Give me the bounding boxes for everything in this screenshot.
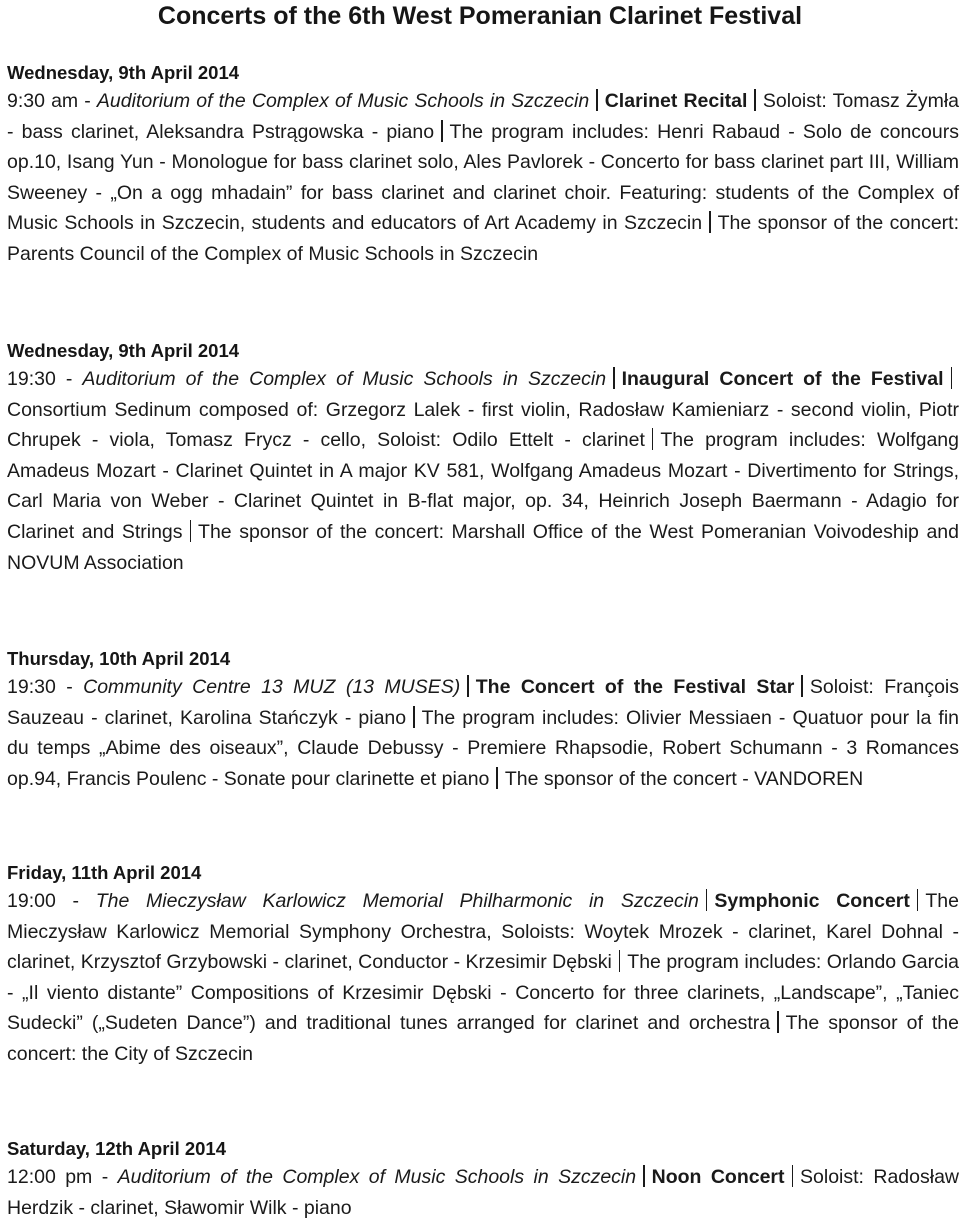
event-program: The program includes: Wolfgang Amadeus Mozart - Clarinet Quintet in A major KV 581, Wolfgang Amadeus Mozart - Divertimento for Strings, Carl Maria von Weber - Clarinet Quintet in B-flat major, op. 34, Heinrich Joseph Baermann - Adagio for Clarinet and Strings bbox=[7, 429, 959, 543]
event-entry bbox=[7, 648, 959, 794]
event-time: 19:00 - bbox=[7, 890, 96, 912]
event-time: 19:30 - bbox=[7, 676, 84, 698]
separator-bar bbox=[777, 1011, 779, 1033]
event-details bbox=[7, 1162, 959, 1223]
event-performers: Soloist: François Sauzeau - clarinet, Karolina Stańczyk - piano bbox=[7, 676, 960, 729]
event-concert-name: Noon Concert bbox=[651, 1166, 785, 1188]
separator-bar bbox=[706, 889, 708, 911]
separator-bar bbox=[467, 675, 469, 697]
event-concert-name: Symphonic Concert bbox=[714, 890, 910, 912]
event-venue: Auditorium of the Complex of Music Schools in Szczecin bbox=[82, 368, 607, 390]
event-venue: Auditorium of the Complex of Music Schools in Szczecin bbox=[96, 90, 590, 112]
separator-bar bbox=[613, 367, 615, 389]
event-date: Saturday, 12th April 2014 bbox=[7, 1138, 227, 1159]
event-entry bbox=[7, 1138, 959, 1223]
event-details bbox=[7, 672, 959, 794]
event-program: The program includes: Henri Rabaud - Solo de concours op.10, Isang Yun - Monologue for bass clarinet solo, Ales Pavlorek - Concerto for bass clarinet part III, William Sweeney - „On a ogg mhadain” for bass clarinet and clarinet choir. Featuring: students of the Complex of Music Schools in Szczecin, students and educators of Art Academy in Szczecin bbox=[7, 120, 959, 235]
separator-bar bbox=[792, 1165, 794, 1187]
event-details bbox=[7, 364, 959, 578]
separator-bar bbox=[596, 89, 598, 111]
event-venue: Community Centre 13 MUZ (13 MUSES) bbox=[83, 676, 461, 698]
event-program: The program includes: Olivier Messiaen - Quatuor pour la fin du temps „Abime des oiseaux”, Claude Debussy - Premiere Rhapsodie, Robert Schumann - 3 Romances op.94, Francis Poulenc - Sonate pour clarinette et piano bbox=[7, 706, 960, 790]
event-program: The program includes: Orlando Garcia - „Il viento distante” Compositions of Krzesimir Dębski - Concerto for three clarinets, „Landscape”, „Taniec Sudecki” („Sudeten Dance”) and traditional tunes arranged for clarinet and orchestra bbox=[7, 951, 959, 1035]
event-entry bbox=[7, 62, 959, 270]
event-entry bbox=[7, 340, 959, 578]
event-details bbox=[7, 86, 959, 270]
event-concert-name: Clarinet Recital bbox=[604, 90, 748, 112]
separator-bar bbox=[413, 706, 415, 728]
event-sponsor: The sponsor of the concert: Parents Council of the Complex of Music Schools in Szczecin bbox=[7, 212, 959, 265]
event-performers: Consortium Sedinum composed of: Grzegorz Lalek - first violin, Radosław Kamieniarz - second violin, Piotr Chrupek - viola, Tomasz Frycz - cello, Soloist: Odilo Ettelt - clarinet bbox=[7, 398, 959, 452]
separator-bar bbox=[643, 1165, 645, 1187]
event-sponsor: The sponsor of the concert: the City of Szczecin bbox=[7, 1012, 959, 1065]
separator-bar bbox=[441, 120, 443, 142]
event-venue: Auditorium of the Complex of Music Schools in Szczecin bbox=[117, 1166, 637, 1188]
event-date: Wednesday, 9th April 2014 bbox=[7, 62, 240, 83]
separator-bar bbox=[190, 520, 192, 542]
event-date: Friday, 11th April 2014 bbox=[7, 862, 202, 883]
event-sponsor: The sponsor of the concert: Marshall Office of the West Pomeranian Voivodeship and NOVUM Association bbox=[7, 520, 959, 574]
event-performers: The Mieczysław Karlowicz Memorial Symphony Orchestra, Soloists: Woytek Mrozek - clarinet, Karel Dohnal - clarinet, Krzysztof Grzybowski - clarinet, Conductor - Krzesimir Dębski bbox=[7, 890, 959, 974]
event-time: 12:00 pm - bbox=[7, 1166, 118, 1188]
event-time: 9:30 am - bbox=[7, 90, 97, 112]
event-date: Thursday, 10th April 2014 bbox=[7, 648, 231, 669]
event-venue: The Mieczysław Karlowicz Memorial Philharmonic in Szczecin bbox=[95, 890, 699, 912]
event-performers: Soloist: Radosław Herdzik - clarinet, Sławomir Wilk - piano bbox=[7, 1166, 959, 1219]
event-time: 19:30 - bbox=[7, 368, 83, 390]
separator-bar bbox=[754, 89, 756, 111]
event-performers: Soloist: Tomasz Żymła - bass clarinet, Aleksandra Pstrągowska - piano bbox=[7, 90, 960, 143]
separator-bar bbox=[652, 428, 654, 450]
separator-bar bbox=[619, 950, 621, 972]
event-details bbox=[7, 886, 959, 1070]
separator-bar bbox=[801, 675, 803, 697]
separator-bar bbox=[496, 767, 498, 789]
event-sponsor: The sponsor of the concert - VANDOREN bbox=[504, 767, 864, 790]
event-entry bbox=[7, 862, 959, 1070]
event-date: Wednesday, 9th April 2014 bbox=[7, 340, 240, 361]
separator-bar bbox=[709, 211, 711, 233]
event-concert-name: The Concert of the Festival Star bbox=[475, 676, 795, 698]
page-title: Concerts of the 6th West Pomeranian Clarinet Festival bbox=[157, 2, 803, 30]
separator-bar bbox=[917, 889, 919, 911]
event-concert-name: Inaugural Concert of the Festival bbox=[621, 368, 944, 390]
separator-bar bbox=[951, 367, 953, 389]
